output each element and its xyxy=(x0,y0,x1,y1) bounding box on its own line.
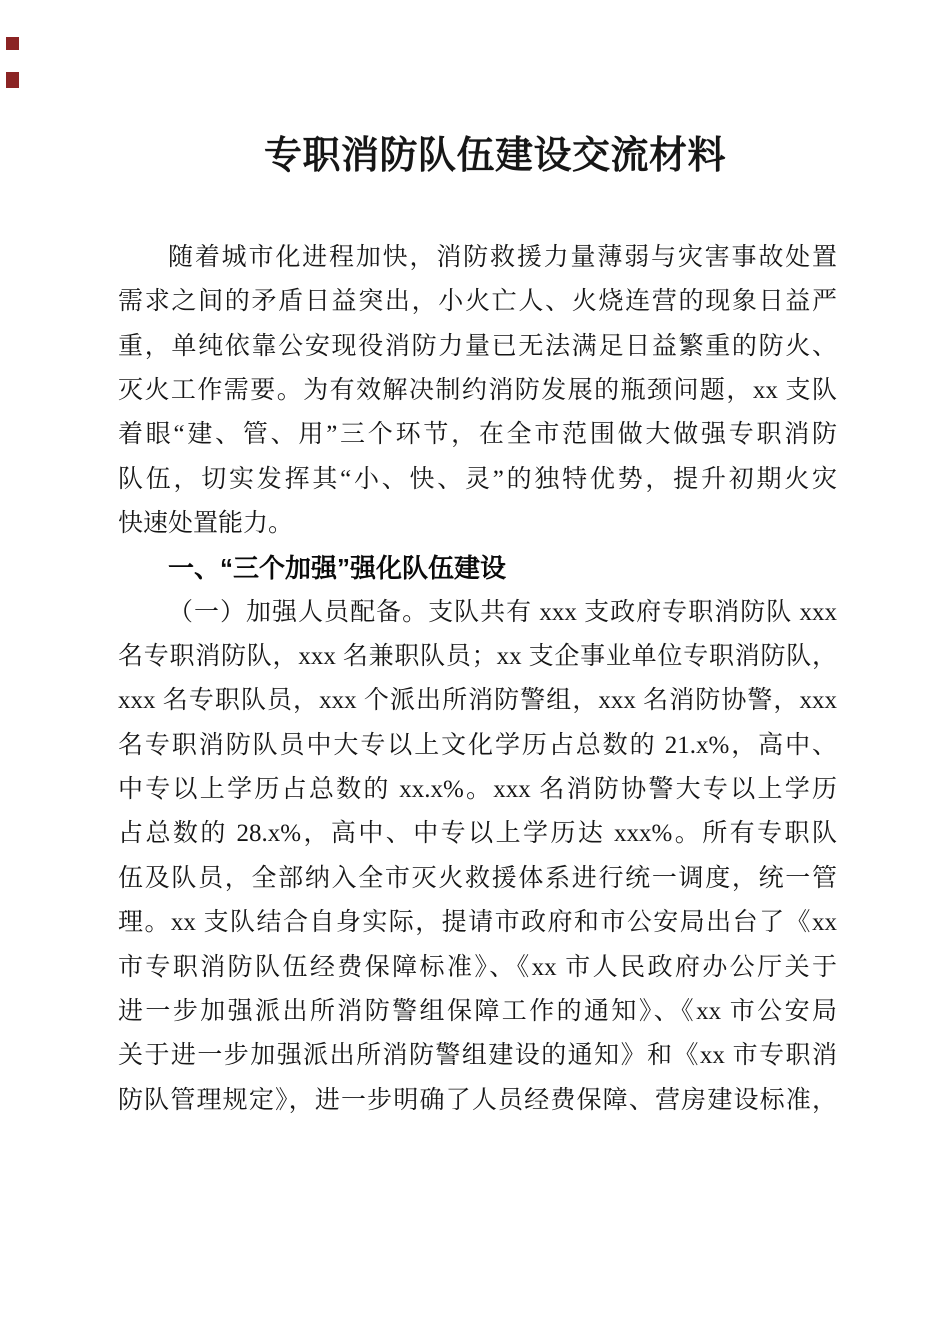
text-line: 需求之间的矛盾日益突出，小火亡人、火烧连营的现象日益严 xyxy=(118,288,837,316)
text-line: 重，单纯依靠公安现役消防力量已无法满足日益繁重的防火、 xyxy=(118,332,837,360)
text-line: 市专职消防队伍经费保障标准》、《xx 市人民政府办公厅关于 xyxy=(118,953,837,981)
text-line: 防队管理规定》，进一步明确了人员经费保障、营房建设标准， xyxy=(118,1086,837,1114)
text-line: 理。xx 支队结合自身实际，提请市政府和市公安局出台了《xx xyxy=(118,909,837,937)
text-line: 关于进一步加强派出所消防警组建设的通知》和《xx 市专职消 xyxy=(118,1042,837,1070)
text-line: 中专以上学历占总数的 xx.x%。xxx 名消防协警大专以上学历 xyxy=(118,776,837,804)
text-line: 进一步加强派出所消防警组保障工作的通知》、《xx 市公安局 xyxy=(118,997,837,1025)
text-line: 名专职消防队，xxx 名兼职队员；xx 支企事业单位专职消防队， xyxy=(118,643,837,671)
document-title: 专职消防队伍建设交流材料 xyxy=(263,135,726,177)
text-line: 伍及队员，全部纳入全市灭火救援体系进行统一调度，统一管 xyxy=(118,864,837,892)
text-line: 随着城市化进程加快，消防救援力量薄弱与灾害事故处置 xyxy=(168,244,837,271)
text-line: 占总数的 28.x%，高中、中专以上学历达 xxx%。所有专职队 xyxy=(118,820,837,848)
document-body xyxy=(118,236,837,1123)
text-line: xxx 名专职队员，xxx 个派出所消防警组，xxx 名消防协警，xxx xyxy=(118,687,837,715)
red-marker-bottom xyxy=(6,72,19,88)
text-line: 着眼“建、管、用”三个环节，在全市范围做大做强专职消防 xyxy=(118,421,837,449)
heading-line: 一、“三个加强”强化队伍建设 xyxy=(168,553,507,584)
red-marker-top xyxy=(6,37,19,50)
text-line: 名专职消防队员中大专以上文化学历占总数的 21.x%，高中、 xyxy=(118,731,837,759)
text-line: 快速处置能力。 xyxy=(118,510,294,538)
text-line: 灭火工作需要。为有效解决制约消防发展的瓶颈问题，xx 支队 xyxy=(118,377,837,405)
text-line: （一）加强人员配备。支队共有 xxx 支政府专职消防队 xxx xyxy=(168,598,837,626)
text-line: 队伍，切实发挥其“小、快、灵”的独特优势，提升初期火灾 xyxy=(118,465,837,493)
